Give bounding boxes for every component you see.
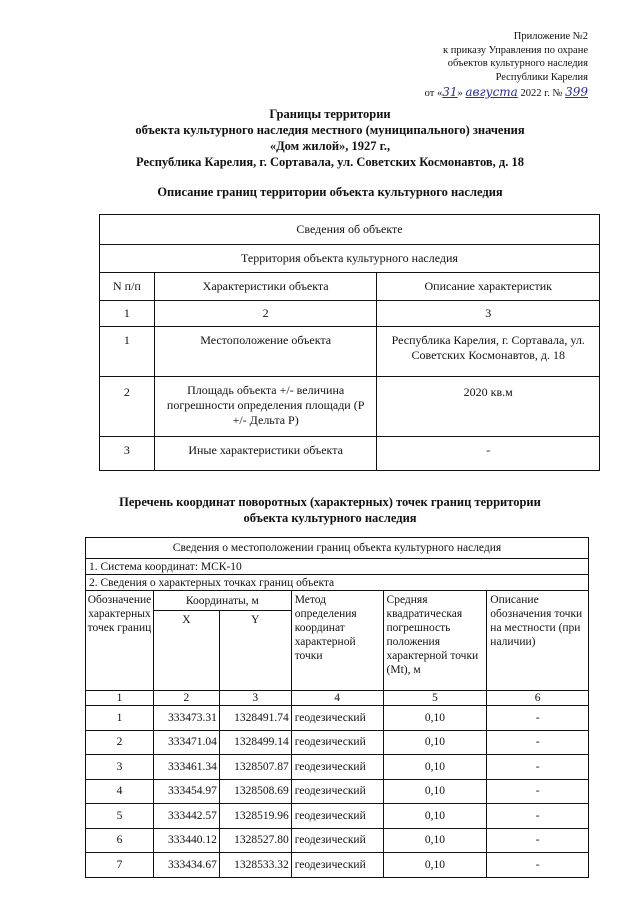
order-prefix: от « [424,88,443,99]
method: геодезический [291,779,383,804]
col-x: X [153,611,219,691]
row-number: 3 [100,437,155,471]
title-line: объекта культурного наследия местного (муниципального) значения [135,123,525,137]
coord-y: 1328491.74 [219,706,291,731]
point-id: 3 [86,755,154,780]
section2-title-line: объекта культурного наследия [243,511,417,525]
error-value: 0,10 [383,706,487,731]
object-info-table [99,214,600,471]
error-value: 0,10 [383,779,487,804]
point-id: 6 [86,828,154,853]
row-description: 2020 кв.м [377,377,600,437]
coordinates-table [85,537,589,878]
table-row [100,377,600,437]
coord-x: 333434.67 [153,853,219,878]
title-line: «Дом жилой», 1927 г., [269,139,391,153]
table2-num: 1 [86,691,154,706]
row-characteristic: Местоположение объекта [154,327,377,377]
table-row [86,853,589,878]
point-description: - [487,779,589,804]
appendix-line: Приложение №2 [513,31,588,42]
point-id: 5 [86,804,154,829]
coordinate-system: 1. Система координат: МСК-10 [86,559,589,575]
point-description: - [487,730,589,755]
order-day-handwritten: 31 [442,85,458,99]
point-id: 4 [86,779,154,804]
table1-header: Сведения об объекте [100,215,600,245]
appendix-header [425,30,588,101]
point-description: - [487,706,589,731]
point-id: 2 [86,730,154,755]
method: геодезический [291,755,383,780]
coord-x: 333473.31 [153,706,219,731]
row-characteristic: Иные характеристики объекта [154,437,377,471]
order-year: 2022 г. № [520,88,563,99]
coord-y: 1328507.87 [219,755,291,780]
col-error: Средняя квадратическая погрешность положения характерной точки (Mt), м [383,591,487,691]
row-number: 1 [100,327,155,377]
title-line: Республика Карелия, г. Сортавала, ул. Советских Космонавтов, д. 18 [136,155,524,169]
coord-y: 1328527.80 [219,828,291,853]
coord-x: 333442.57 [153,804,219,829]
point-description: - [487,755,589,780]
section2-title [60,494,600,526]
table2-num: 2 [153,691,219,706]
appendix-line: к приказу Управления по охране [443,44,588,56]
col-description: Описание обозначения точки на местности (при наличии) [487,591,589,691]
table1-num: 1 [100,301,155,327]
coord-x: 333461.34 [153,755,219,780]
method: геодезический [291,853,383,878]
method: геодезический [291,828,383,853]
document-title [60,106,600,170]
row-description: - [377,437,600,471]
table-row [100,327,600,377]
appendix-line: Республики Карелия [495,71,588,83]
point-id: 1 [86,706,154,731]
error-value: 0,10 [383,730,487,755]
points-title: 2. Сведения о характерных точках границ объекта [86,575,589,591]
row-description: Республика Карелия, г. Сортавала, ул. Советских Космонавтов, д. 18 [377,327,600,377]
table1-num: 2 [154,301,377,327]
table-row [86,804,589,829]
point-description: - [487,804,589,829]
table-row [86,779,589,804]
table1-num: 3 [377,301,600,327]
appendix-line: объектов культурного наследия [447,58,588,69]
section2-title-line: Перечень координат поворотных (характерных) точек границ территории [119,495,541,509]
table-row [86,706,589,731]
col-coordinates: Координаты, м [153,591,291,611]
col-y: Y [219,611,291,691]
method: геодезический [291,804,383,829]
row-number: 2 [100,377,155,437]
col-method: Метод определения координат характерной точки [291,591,383,691]
method: геодезический [291,706,383,731]
point-description: - [487,828,589,853]
coord-y: 1328519.96 [219,804,291,829]
order-month-handwritten: августа [465,85,518,99]
table-row [86,730,589,755]
table-row [86,828,589,853]
error-value: 0,10 [383,828,487,853]
coord-y: 1328533.32 [219,853,291,878]
table1-col-description: Описание характеристик [377,273,600,301]
error-value: 0,10 [383,755,487,780]
method: геодезический [291,730,383,755]
order-mid: » [457,88,463,99]
section1-title: Описание границ территории объекта культурного наследия [157,185,503,199]
coord-x: 333471.04 [153,730,219,755]
coord-x: 333440.12 [153,828,219,853]
coord-x: 333454.97 [153,779,219,804]
table1-subheader: Территория объекта культурного наследия [100,245,600,273]
point-id: 7 [86,853,154,878]
table-row [100,437,600,471]
table1-col-characteristic: Характеристики объекта [154,273,377,301]
coord-y: 1328508.69 [219,779,291,804]
row-characteristic: Площадь объекта +/- величина погрешности определения площади (Р +/- Дельта Р) [154,377,377,437]
table-row [86,755,589,780]
table2-num: 5 [383,691,487,706]
table2-num: 3 [219,691,291,706]
table2-num: 6 [487,691,589,706]
table2-num: 4 [291,691,383,706]
table2-header: Сведения о местоположении границ объекта культурного наследия [86,538,589,559]
title-line: Границы территории [269,107,391,121]
order-number-handwritten: 399 [565,85,588,99]
error-value: 0,10 [383,853,487,878]
col-designation: Обозначение характерных точек границ [86,591,154,691]
coord-y: 1328499.14 [219,730,291,755]
table1-col-number: N п/п [100,273,155,301]
error-value: 0,10 [383,804,487,829]
order-date-line [425,86,588,101]
point-description: - [487,853,589,878]
